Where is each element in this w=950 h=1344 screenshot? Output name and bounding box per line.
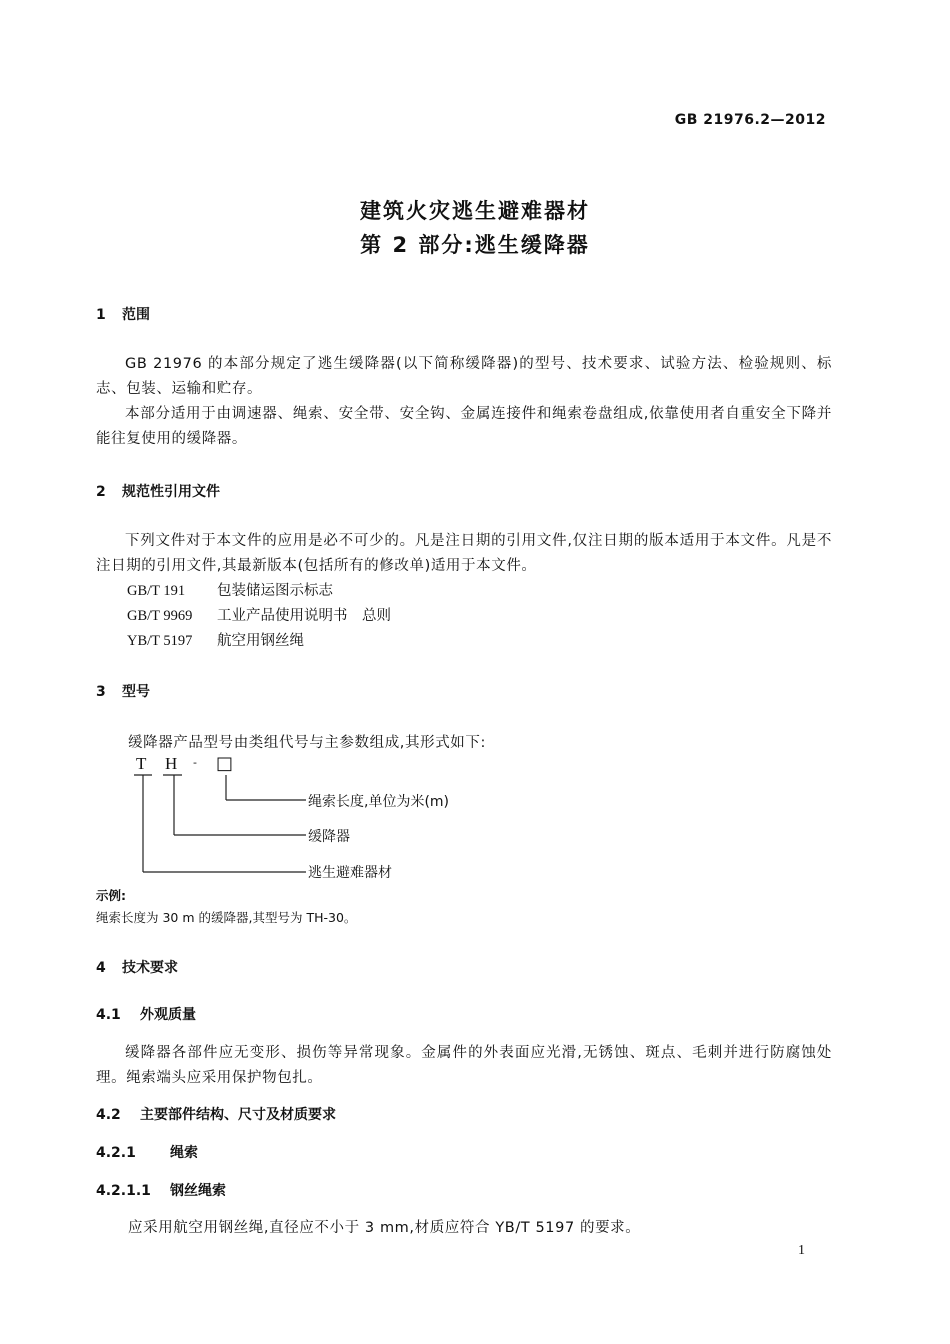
example-label: 示例: <box>96 888 126 903</box>
paragraph: GB 21976 的本部分规定了逃生缓降器(以下简称缓降器)的型号、技术要求、试验方法、检验规则、标志、包装、运输和贮存。 <box>96 356 832 397</box>
section-4-1-heading <box>96 1004 196 1024</box>
section-4-2-1-heading <box>96 1142 198 1162</box>
document-subtitle: 第 2 部分:逃生缓降器 <box>360 233 590 257</box>
model-label-equipment: 逃生避难器材 <box>308 865 392 881</box>
section-title: 钢丝绳索 <box>170 1183 226 1199</box>
section-title: 外观质量 <box>140 1007 196 1023</box>
section-4-2-1-1-heading <box>96 1180 226 1200</box>
section-4-2-heading <box>96 1104 336 1124</box>
section-number: 4.2 <box>96 1107 121 1123</box>
section-number: 1 <box>96 307 106 323</box>
section-4-2-1-1-body: 应采用航空用钢丝绳,直径应不小于 3 mm,材质应符合 YB/T 5197 的要求。 <box>128 1220 641 1236</box>
model-code-h: H <box>165 754 178 773</box>
paragraph: 下列文件对于本文件的应用是必不可少的。凡是注日期的引用文件,仅注日期的版本适用于本文件。凡是不注日期的引用文件,其最新版本(包括所有的修改单)适用于本文件。 <box>96 533 832 574</box>
section-title: 规范性引用文件 <box>122 484 220 500</box>
section-4-1-body <box>96 1041 832 1091</box>
example-text: 绳索长度为 30 m 的缓降器,其型号为 TH-30。 <box>96 910 357 925</box>
reference-title: 包装储运图示标志 <box>217 583 333 599</box>
section-title: 范围 <box>122 307 150 323</box>
model-code-t: T <box>136 754 147 773</box>
reference-code: GB/T 191 <box>127 583 186 599</box>
reference-code: GB/T 9969 <box>127 608 193 624</box>
reference-title: 航空用钢丝绳 <box>217 633 304 649</box>
reference-title: 工业产品使用说明书 总则 <box>217 608 391 624</box>
section-title: 型号 <box>122 684 150 700</box>
document-title: 建筑火灾逃生避难器材 <box>360 199 590 223</box>
model-label-length: 绳索长度,单位为米(m) <box>308 794 450 810</box>
standard-number: GB 21976.2—2012 <box>674 112 826 128</box>
section-title: 技术要求 <box>122 960 178 976</box>
model-code-dash: - <box>193 756 197 769</box>
model-code-box: □ <box>216 753 234 774</box>
reference-code: YB/T 5197 <box>127 633 193 649</box>
model-intro: 缓降器产品型号由类组代号与主参数组成,其形式如下: <box>128 735 486 751</box>
section-title: 绳索 <box>170 1145 198 1161</box>
page-number: 1 <box>798 1243 805 1258</box>
section-number: 4 <box>96 960 106 976</box>
section-number: 4.2.1 <box>96 1145 136 1161</box>
model-label-descender: 缓降器 <box>308 829 350 845</box>
section-number: 4.2.1.1 <box>96 1183 151 1199</box>
paragraph: 缓降器各部件应无变形、损伤等异常现象。金属件的外表面应光滑,无锈蚀、斑点、毛刺并进行防腐蚀处理。绳索端头应采用保护物包扎。 <box>96 1045 832 1086</box>
section-4-heading <box>96 957 178 977</box>
section-number: 3 <box>96 684 106 700</box>
paragraph: 本部分适用于由调速器、绳索、安全带、安全钩、金属连接件和绳索卷盘组成,依靠使用者自重安全下降并能往复使用的缓降器。 <box>96 406 832 447</box>
section-number: 4.1 <box>96 1007 121 1023</box>
section-number: 2 <box>96 484 106 500</box>
section-title: 主要部件结构、尺寸及材质要求 <box>140 1107 336 1123</box>
